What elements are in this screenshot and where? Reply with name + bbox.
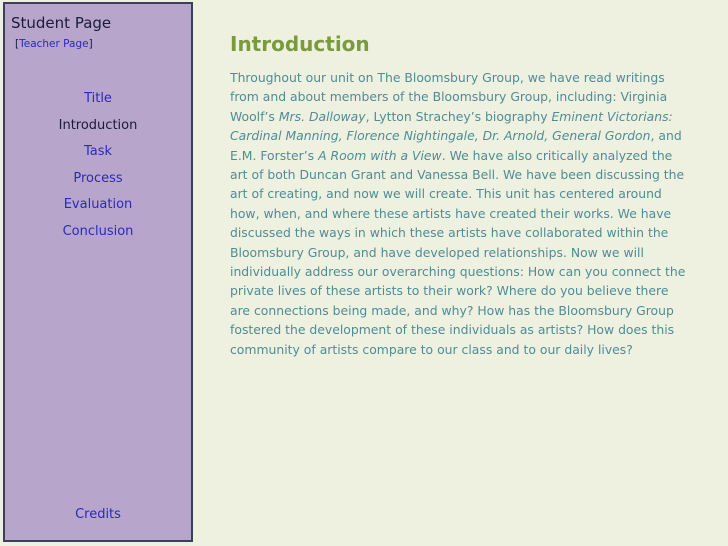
nav-item-conclusion[interactable]: Conclusion xyxy=(62,223,134,239)
teacher-page-line xyxy=(15,39,93,50)
sidebar-nav xyxy=(5,86,191,246)
bracket-close: ] xyxy=(88,38,93,50)
intro-italic-mrs-dalloway: Mrs. Dalloway xyxy=(278,108,366,124)
intro-text-3: , and E.M. Forster’s xyxy=(230,128,682,163)
bracket-open: [ xyxy=(15,38,20,50)
nav-item-introduction[interactable]: Introduction xyxy=(58,117,138,133)
page-title: Introduction xyxy=(230,32,370,56)
intro-italic-eminent-victorians: Eminent Victorians: Cardinal Manning, Florence Nightingale, Dr. Arnold, General Gordon xyxy=(230,108,673,144)
nav-item-title[interactable]: Title xyxy=(84,91,112,106)
intro-italic-room-with-a-view: A Room with a View xyxy=(318,147,442,163)
nav-item-process[interactable]: Process xyxy=(73,170,123,186)
sidebar xyxy=(3,2,193,542)
sidebar-title: Student Page xyxy=(11,14,112,32)
intro-text-1: Throughout our unit on The Bloomsbury Group, we have read writings from and about members of the Bloomsbury Group, including: Virginia Woolf’s xyxy=(230,70,668,124)
nav-item-task[interactable]: Task xyxy=(83,144,113,160)
nav-item-credits[interactable]: Credits xyxy=(75,507,121,522)
nav-item-evaluation[interactable]: Evaluation xyxy=(63,197,133,213)
teacher-page-link[interactable]: Teacher Page xyxy=(19,38,89,50)
intro-text-2: , Lytton Strachey’s biography xyxy=(365,108,552,124)
intro-paragraph xyxy=(230,68,690,359)
intro-text-4: . We have also critically analyzed the art of both Duncan Grant and Vanessa Bell. We have been discussing the art of creating, and now we will create. This unit has centered around how, when, and where these artists have created their works. We have discussed the ways in which these artists have collaborated within the Bloomsbury Group, and have developed relationships. Now we will individually address our overarching questions: How can you connect the private lives of these artists to their work? Where do you believe there are connections being made, and why? How has the Bloomsbury Group fostered the development of these individuals as artists? How does this community of artists compare to our class and to our daily lives? xyxy=(230,147,686,357)
main-content xyxy=(230,34,690,359)
